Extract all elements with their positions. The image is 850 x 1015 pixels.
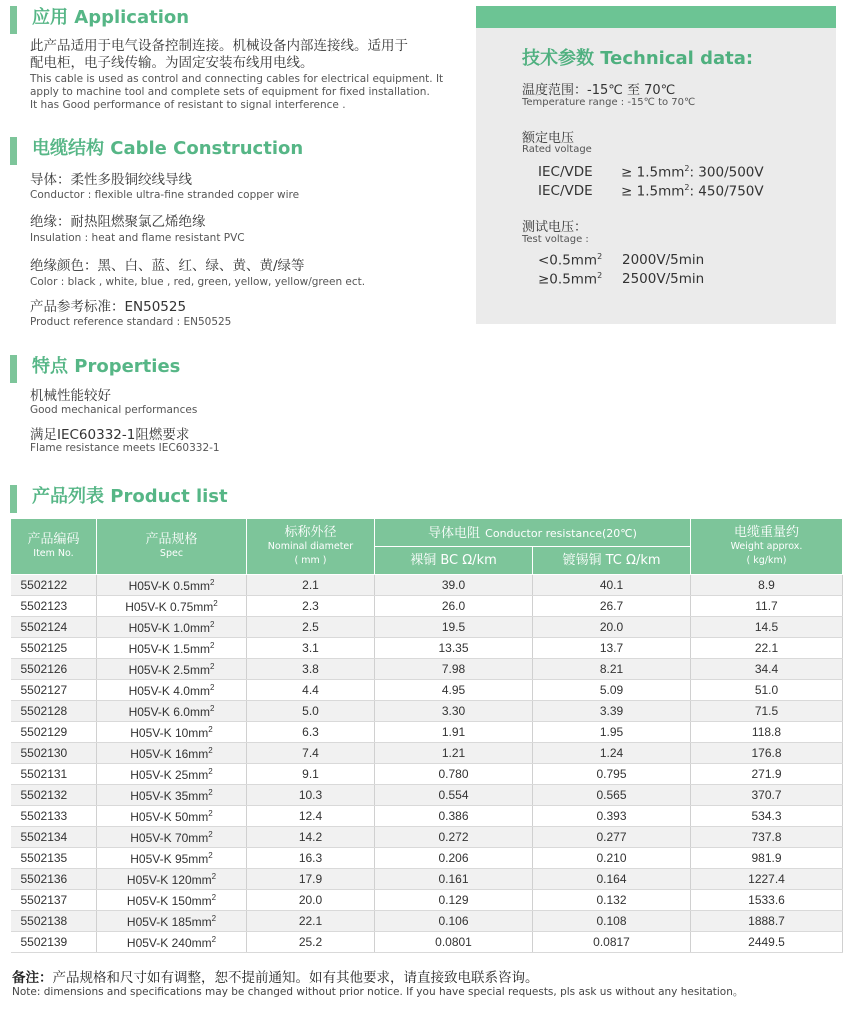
item-cell: 5502124 bbox=[11, 617, 97, 638]
item-cell: 5502128 bbox=[11, 701, 97, 722]
bc-resistance-cell: 13.35 bbox=[375, 638, 533, 659]
col-item-header: 产品编码 Item No. bbox=[11, 519, 97, 575]
table-row bbox=[11, 638, 843, 659]
item-cell: 5502122 bbox=[11, 575, 97, 596]
test-voltage-cn: 测试电压： bbox=[522, 220, 588, 235]
test-row-2-val: 2500V/5min bbox=[622, 271, 705, 287]
weight-cell: 71.5 bbox=[691, 701, 843, 722]
table-row bbox=[11, 869, 843, 890]
diameter-cell: 4.4 bbox=[247, 680, 375, 701]
weight-cell: 271.9 bbox=[691, 764, 843, 785]
spec-cell: H05V-K $25mm^2$ bbox=[97, 764, 247, 785]
col-resistance-header: 导体电阻 Conductor resistance(20℃) bbox=[375, 519, 691, 547]
bc-resistance-cell: 1.91 bbox=[375, 722, 533, 743]
weight-cell: 737.8 bbox=[691, 827, 843, 848]
note-en: Note: dimensions and specifications may be changed without prior notice. If you have special requests, pls ask us without any hesitation。 bbox=[12, 986, 744, 998]
property1-cn: 机械性能较好 bbox=[30, 388, 111, 404]
rated-voltage-en: Rated voltage bbox=[522, 144, 592, 155]
table-row bbox=[11, 743, 843, 764]
heading-accent-bar bbox=[10, 355, 17, 383]
table-row bbox=[11, 827, 843, 848]
tc-resistance-cell: 5.09 bbox=[533, 680, 691, 701]
item-cell: 5502139 bbox=[11, 932, 97, 953]
application-en-line1: This cable is used as control and connecting cables for electrical equipment. It bbox=[30, 73, 444, 85]
weight-cell: 176.8 bbox=[691, 743, 843, 764]
table-row bbox=[11, 848, 843, 869]
tc-resistance-cell: 20.0 bbox=[533, 617, 691, 638]
spec-cell: H05V-K $50mm^2$ bbox=[97, 806, 247, 827]
color-en: Color : black , white, blue , red, green, yellow, yellow/green ect. bbox=[30, 276, 366, 288]
diameter-cell: 25.2 bbox=[247, 932, 375, 953]
bc-resistance-cell: 0.272 bbox=[375, 827, 533, 848]
bc-resistance-cell: 0.386 bbox=[375, 806, 533, 827]
tc-resistance-cell: 3.39 bbox=[533, 701, 691, 722]
rated-row-2-cond: ≥ $1.5mm^2$: 450/750V bbox=[621, 183, 764, 200]
insulation-cn: 绝缘：耐热阻燃聚氯乙烯绝缘 bbox=[30, 214, 206, 230]
rated-row-2-std: IEC/VDE bbox=[538, 183, 593, 199]
spec-cell: H05V-K $70mm^2$ bbox=[97, 827, 247, 848]
table-row bbox=[11, 617, 843, 638]
weight-cell: 118.8 bbox=[691, 722, 843, 743]
weight-cell: 1888.7 bbox=[691, 911, 843, 932]
bc-resistance-cell: 39.0 bbox=[375, 575, 533, 596]
bc-resistance-cell: 0.106 bbox=[375, 911, 533, 932]
table-row bbox=[11, 932, 843, 953]
tc-resistance-cell: 0.795 bbox=[533, 764, 691, 785]
diameter-cell: 7.4 bbox=[247, 743, 375, 764]
heading-accent-bar bbox=[10, 137, 17, 165]
spec-cell: H05V-K $6.0mm^2$ bbox=[97, 701, 247, 722]
bc-resistance-cell: 7.98 bbox=[375, 659, 533, 680]
table-row bbox=[11, 722, 843, 743]
tc-resistance-cell: 0.277 bbox=[533, 827, 691, 848]
heading-accent-bar bbox=[10, 6, 17, 34]
item-cell: 5502134 bbox=[11, 827, 97, 848]
diameter-cell: 20.0 bbox=[247, 890, 375, 911]
weight-cell: 1533.6 bbox=[691, 890, 843, 911]
bc-resistance-cell: 0.0801 bbox=[375, 932, 533, 953]
spec-cell: H05V-K $35mm^2$ bbox=[97, 785, 247, 806]
tc-resistance-cell: 0.565 bbox=[533, 785, 691, 806]
application-en-line2: apply to machine tool and complete sets of equipment for fixed installation. bbox=[30, 86, 430, 98]
standard-cn: 产品参考标准：EN50525 bbox=[30, 299, 187, 315]
item-cell: 5502125 bbox=[11, 638, 97, 659]
diameter-cell: 10.3 bbox=[247, 785, 375, 806]
table-row bbox=[11, 911, 843, 932]
bc-resistance-cell: 0.129 bbox=[375, 890, 533, 911]
spec-cell: H05V-K $150mm^2$ bbox=[97, 890, 247, 911]
item-cell: 5502132 bbox=[11, 785, 97, 806]
item-cell: 5502137 bbox=[11, 890, 97, 911]
diameter-cell: 16.3 bbox=[247, 848, 375, 869]
tc-resistance-cell: 26.7 bbox=[533, 596, 691, 617]
bc-resistance-cell: 4.95 bbox=[375, 680, 533, 701]
note-cn: 备注：产品规格和尺寸如有调整，恕不提前通知。如有其他要求，请直接致电联系咨询。 bbox=[12, 970, 539, 986]
bc-resistance-cell: 3.30 bbox=[375, 701, 533, 722]
weight-cell: 14.5 bbox=[691, 617, 843, 638]
item-cell: 5502123 bbox=[11, 596, 97, 617]
spec-cell: H05V-K $240mm^2$ bbox=[97, 932, 247, 953]
item-cell: 5502129 bbox=[11, 722, 97, 743]
standard-en: Product reference standard : EN50525 bbox=[30, 316, 232, 328]
tc-resistance-cell: 0.164 bbox=[533, 869, 691, 890]
diameter-cell: 22.1 bbox=[247, 911, 375, 932]
weight-cell: 22.1 bbox=[691, 638, 843, 659]
item-cell: 5502135 bbox=[11, 848, 97, 869]
bc-resistance-cell: 1.21 bbox=[375, 743, 533, 764]
property1-en: Good mechanical performances bbox=[30, 404, 198, 416]
test-row-1-val: 2000V/5min bbox=[622, 252, 705, 268]
property2-cn: 满足IEC60332-1阻燃要求 bbox=[30, 427, 190, 443]
col-spec-header: 产品规格 Spec bbox=[97, 519, 247, 575]
spec-cell: H05V-K $0.75mm^2$ bbox=[97, 596, 247, 617]
tc-resistance-cell: 0.210 bbox=[533, 848, 691, 869]
bc-resistance-cell: 26.0 bbox=[375, 596, 533, 617]
diameter-cell: 3.1 bbox=[247, 638, 375, 659]
diameter-cell: 12.4 bbox=[247, 806, 375, 827]
table-row bbox=[11, 785, 843, 806]
col-tc-header: 镀锡铜 TC Ω/km bbox=[533, 547, 691, 575]
product-list-title: 产品列表 Product list bbox=[32, 486, 228, 507]
col-weight-header: 电缆重量约 Weight approx. ( kg/km) bbox=[691, 519, 843, 575]
weight-cell: 34.4 bbox=[691, 659, 843, 680]
test-row-2-cond: $\ge 0.5mm^2$ bbox=[538, 271, 603, 288]
heading-accent-bar bbox=[10, 485, 17, 513]
table-row bbox=[11, 596, 843, 617]
diameter-cell: 2.5 bbox=[247, 617, 375, 638]
technical-panel-accent-bar bbox=[476, 6, 836, 28]
rated-row-1-cond: ≥ $1.5mm^2$: 300/500V bbox=[621, 164, 764, 181]
item-cell: 5502127 bbox=[11, 680, 97, 701]
bc-resistance-cell: 0.206 bbox=[375, 848, 533, 869]
table-row bbox=[11, 806, 843, 827]
table-row bbox=[11, 659, 843, 680]
weight-cell: 8.9 bbox=[691, 575, 843, 596]
item-cell: 5502138 bbox=[11, 911, 97, 932]
bc-resistance-cell: 0.554 bbox=[375, 785, 533, 806]
col-diameter-header: 标称外径 Nominal diameter ( mm ) bbox=[247, 519, 375, 575]
rated-voltage-cn: 额定电压 bbox=[522, 131, 575, 146]
spec-cell: H05V-K $16mm^2$ bbox=[97, 743, 247, 764]
tc-resistance-cell: 0.108 bbox=[533, 911, 691, 932]
diameter-cell: 3.8 bbox=[247, 659, 375, 680]
diameter-cell: 2.3 bbox=[247, 596, 375, 617]
tc-resistance-cell: 13.7 bbox=[533, 638, 691, 659]
weight-cell: 534.3 bbox=[691, 806, 843, 827]
table-row bbox=[11, 680, 843, 701]
construction-title: 电缆结构 Cable Construction bbox=[32, 138, 304, 159]
col-bc-header: 裸铜 BC Ω/km bbox=[375, 547, 533, 575]
diameter-cell: 17.9 bbox=[247, 869, 375, 890]
diameter-cell: 2.1 bbox=[247, 575, 375, 596]
diameter-cell: 5.0 bbox=[247, 701, 375, 722]
diameter-cell: 9.1 bbox=[247, 764, 375, 785]
test-row-1-cond: $<0.5mm^2$ bbox=[538, 252, 603, 269]
bc-resistance-cell: 0.780 bbox=[375, 764, 533, 785]
temperature-cn: 温度范围：-15℃ 至 70℃ bbox=[522, 83, 676, 98]
spec-cell: H05V-K $1.5mm^2$ bbox=[97, 638, 247, 659]
diameter-cell: 14.2 bbox=[247, 827, 375, 848]
rated-row-1-std: IEC/VDE bbox=[538, 164, 593, 180]
application-en-line3: It has Good performance of resistant to signal interference . bbox=[30, 99, 346, 111]
table-row bbox=[11, 701, 843, 722]
spec-cell: H05V-K $0.5mm^2$ bbox=[97, 575, 247, 596]
weight-cell: 370.7 bbox=[691, 785, 843, 806]
tc-resistance-cell: 8.21 bbox=[533, 659, 691, 680]
technical-title: 技术参数 Technical data: bbox=[522, 48, 754, 69]
tc-resistance-cell: 1.95 bbox=[533, 722, 691, 743]
spec-cell: H05V-K $2.5mm^2$ bbox=[97, 659, 247, 680]
spec-cell: H05V-K $185mm^2$ bbox=[97, 911, 247, 932]
product-table bbox=[10, 518, 843, 953]
application-cn-line1: 此产品适用于电气设备控制连接。机械设备内部连接线。适用于 bbox=[30, 38, 408, 54]
color-cn: 绝缘颜色：黑、白、蓝、红、绿、黄、黄/绿等 bbox=[30, 258, 305, 274]
item-cell: 5502130 bbox=[11, 743, 97, 764]
weight-cell: 1227.4 bbox=[691, 869, 843, 890]
conductor-cn: 导体：柔性多股铜绞线导线 bbox=[30, 172, 192, 188]
spec-cell: H05V-K $95mm^2$ bbox=[97, 848, 247, 869]
weight-cell: 11.7 bbox=[691, 596, 843, 617]
spec-cell: H05V-K $120mm^2$ bbox=[97, 869, 247, 890]
spec-cell: H05V-K $4.0mm^2$ bbox=[97, 680, 247, 701]
test-voltage-en: Test voltage : bbox=[522, 234, 589, 245]
tc-resistance-cell: 40.1 bbox=[533, 575, 691, 596]
conductor-en: Conductor : flexible ultra-fine stranded copper wire bbox=[30, 189, 300, 201]
item-cell: 5502126 bbox=[11, 659, 97, 680]
item-cell: 5502131 bbox=[11, 764, 97, 785]
weight-cell: 981.9 bbox=[691, 848, 843, 869]
table-row bbox=[11, 764, 843, 785]
spec-cell: H05V-K $10mm^2$ bbox=[97, 722, 247, 743]
bc-resistance-cell: 0.161 bbox=[375, 869, 533, 890]
technical-data-panel bbox=[476, 6, 836, 324]
diameter-cell: 6.3 bbox=[247, 722, 375, 743]
application-title: 应用 Application bbox=[32, 7, 190, 28]
tc-resistance-cell: 1.24 bbox=[533, 743, 691, 764]
spec-cell: H05V-K $1.0mm^2$ bbox=[97, 617, 247, 638]
item-cell: 5502133 bbox=[11, 806, 97, 827]
tc-resistance-cell: 0.393 bbox=[533, 806, 691, 827]
bc-resistance-cell: 19.5 bbox=[375, 617, 533, 638]
weight-cell: 2449.5 bbox=[691, 932, 843, 953]
application-cn-line2: 配电柜，电子线传输。为固定安装布线用电线。 bbox=[30, 55, 314, 71]
temperature-en: Temperature range : -15℃ to 70℃ bbox=[522, 97, 696, 108]
table-row bbox=[11, 575, 843, 596]
tc-resistance-cell: 0.132 bbox=[533, 890, 691, 911]
item-cell: 5502136 bbox=[11, 869, 97, 890]
property2-en: Flame resistance meets IEC60332-1 bbox=[30, 442, 220, 454]
weight-cell: 51.0 bbox=[691, 680, 843, 701]
properties-title: 特点 Properties bbox=[32, 356, 181, 377]
tc-resistance-cell: 0.0817 bbox=[533, 932, 691, 953]
insulation-en: Insulation : heat and flame resistant PVC bbox=[30, 232, 245, 244]
table-row bbox=[11, 890, 843, 911]
